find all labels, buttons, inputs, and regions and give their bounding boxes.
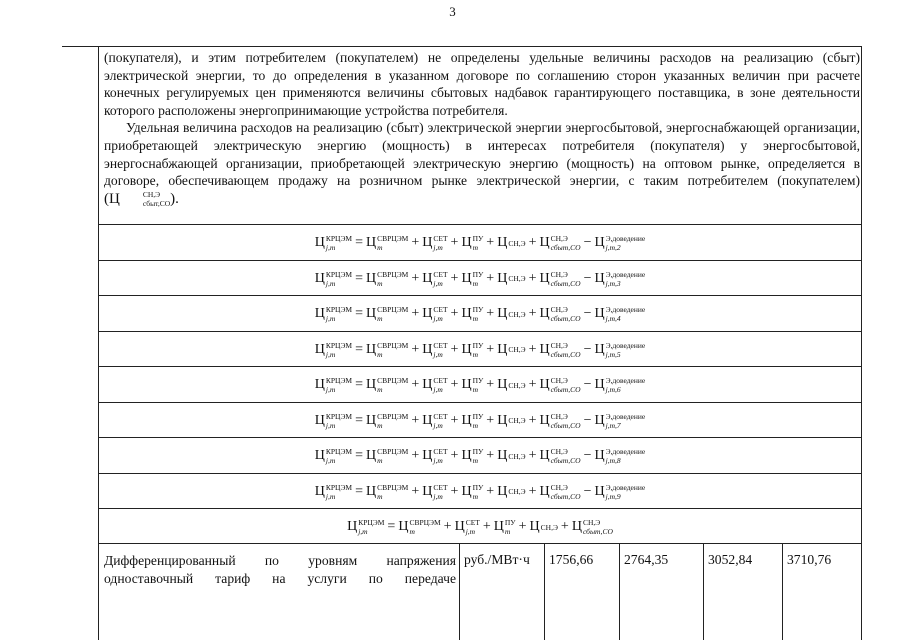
formula-term: Ц СЕТ j,m [422,447,448,465]
value-cell-1: 1756,66 [549,552,594,567]
formula-operator: = [355,270,363,286]
formula-operator: = [355,377,363,393]
formula-row [98,438,862,474]
formula-term: Ц СН,Э [497,483,526,499]
cell-divider [782,543,783,640]
formula-operator: + [450,448,459,464]
formula-term: Ц СЕТ j,m [422,376,448,394]
cell-divider [619,543,620,640]
formula-operator: = [355,483,363,499]
formula-operator: = [355,448,363,464]
formula-term: Ц СЕТ j,m [422,269,448,288]
formula-operator: − [583,448,592,464]
formula-operator: + [560,519,569,535]
formula-term: Ц СВРЦЭМ m [365,305,409,323]
formula-operator: − [583,270,592,286]
formula-term: Ц СВРЦЭМ m [365,376,409,394]
formula-term: Ц СН,Э сбыт,СО [539,411,581,430]
formula-term: Ц КРЦЭМ j,m [314,305,353,323]
formula-row [98,261,862,297]
formula-row-final [98,509,862,545]
formula-operator: + [528,235,537,251]
formula-term: Ц ПУ m [461,411,484,430]
formula-term: Ц СН,Э [497,270,526,286]
formula-row [98,225,862,261]
formula-term: Ц СН,Э [497,235,526,251]
formula-operator: + [528,377,537,393]
formula-operator: + [528,483,537,499]
formula-term: Ц Э,доведение j,m,3 [594,269,646,288]
formula-term: Ц СН,Э сбыт,СО [539,234,581,252]
formula-term: Ц КРЦЭМ j,m [314,411,353,430]
page-number: 3 [449,4,456,19]
formula-operator: + [411,341,420,357]
formula-row [98,367,862,403]
formula-operator: + [450,270,459,286]
formula-term: Ц СН,Э сбыт,СО [539,305,581,323]
formula-term: Ц ПУ m [461,269,484,288]
formula-operator: = [355,235,363,251]
formula-operator: + [411,412,420,428]
formula-operator: + [486,448,495,464]
formula-term: Ц СН,Э сбыт,СО [571,518,613,536]
formula-operator: + [486,306,495,322]
formula-operator: + [411,448,420,464]
formula-operator: + [450,341,459,357]
formula-operator: = [355,412,363,428]
formula-row [98,296,862,332]
tariff-label: Дифференцированный по уровням напряжения одноставочный тариф на услуги по передаче [104,553,456,586]
cell-divider [544,543,545,640]
formula-operator: − [583,377,592,393]
formula-operator: + [450,412,459,428]
table-row-divider [98,543,862,544]
formula-term: Ц СВРЦЭМ m [365,447,409,465]
formula-row [98,403,862,439]
sbyt-symbol: (Ц СН,Э сбыт,СО ). [104,190,179,209]
cell-divider [703,543,704,640]
formula-term: Ц СЕТ j,m [422,305,448,323]
formula-term: Ц СВРЦЭМ m [365,340,409,359]
formula-term: Ц СЕТ j,m [422,482,448,501]
formula-operator: + [486,341,495,357]
formula-term: Ц Э,доведение j,m,6 [594,376,646,394]
formula-term: Ц Э,доведение j,m,2 [594,234,646,252]
formula-term: Ц СВРЦЭМ m [398,518,441,536]
formula-operator: + [411,270,420,286]
formula-operator: − [583,412,592,428]
formula-operator: + [411,306,420,322]
formula-term: Ц СВРЦЭМ m [365,411,409,430]
formula-row [98,474,862,510]
paragraph-1: (покупателя), и этим потребителем (покупателем) не определены удельные величины расходов на реализацию (сбыт) электрической энергии, то до определения в указанном договоре по соглашению сторон указанных величин при расчете конечных регулируемых цен применяются величины сбытовых надбавок гарантирующего поставщика, в зоне деятельности которого расположены энергопринимающие устройства потребителя. [104,50,860,118]
formula-term: Ц КРЦЭМ j,m [314,482,353,501]
formula-term: Ц СВРЦЭМ m [365,482,409,501]
formula-operator: = [355,306,363,322]
formula-term: Ц ПУ m [461,447,484,465]
table-top-border [62,46,862,47]
formula-operator: − [583,483,592,499]
formula-term: Ц СН,Э [529,519,558,535]
formula-operator: + [450,306,459,322]
paragraph-2: Удельная величина расходов на реализацию (сбыт) электрической энергии энергосбытовой, энергоснабжающей организации, приобретающей электрическую энергию (мощность) в интересах потребителя (покупателя) у энергосбытовой, энергоснабжающей организации, приобретающей электрическую энергию (мощность) на оптовом рынке, определяется в договоре, обеспечивающем продажу на розничном рынке электрической энергии, с таким потребителем (покупателем) (Ц СН,Э сбыт,СО ). [104,120,860,209]
formula-operator: + [486,377,495,393]
formula-operator: + [411,235,420,251]
formula-term: Ц СВРЦЭМ m [365,269,409,288]
formula-operator: + [486,235,495,251]
body-text [104,49,860,208]
formula-operator: + [443,519,452,535]
formula-operator: + [528,412,537,428]
formula-operator: + [486,483,495,499]
formula-operator: + [528,306,537,322]
formula-operator: + [411,377,420,393]
formula-operator: + [518,519,527,535]
formula-operator: + [486,270,495,286]
formula-term: Ц ПУ m [493,518,516,536]
formula-operator: + [450,483,459,499]
formula-term: Ц Э,доведение j,m,4 [594,305,646,323]
formula-term: Ц КРЦЭМ j,m [314,340,353,359]
formula-term: Ц КРЦЭМ j,m [314,447,353,465]
formula-term: Ц ПУ m [461,482,484,501]
formula-operator: + [486,412,495,428]
formula-operator: + [450,235,459,251]
formula-term: Ц СЕТ j,m [422,411,448,430]
formula-term: Ц СЕТ j,m [454,518,480,536]
formula-term: Ц СЕТ j,m [422,340,448,359]
formula-operator: + [411,483,420,499]
formula-operator: − [583,306,592,322]
formula-term: Ц Э,доведение j,m,9 [594,482,646,501]
value-cell-3: 3052,84 [708,552,753,567]
formula-term: Ц СЕТ j,m [422,234,448,252]
formula-term: Ц ПУ m [461,305,484,323]
formula-term: Ц СН,Э [497,448,526,464]
formula-term: Ц ПУ m [461,234,484,252]
formula-term: Ц СН,Э сбыт,СО [539,447,581,465]
value-cell-2: 2764,35 [624,552,669,567]
formula-term: Ц КРЦЭМ j,m [314,376,353,394]
formula-operator: + [528,448,537,464]
formula-term: Ц СН,Э [497,377,526,393]
cell-divider [459,543,460,640]
formula-operator: + [450,377,459,393]
formula-term: Ц СН,Э [497,412,526,428]
formula-operator: = [387,519,396,535]
formula-term: Ц Э,доведение j,m,8 [594,447,646,465]
formula-term: Ц Э,доведение j,m,5 [594,340,646,359]
formula-operator: + [528,341,537,357]
formula-operator: + [528,270,537,286]
formula-term: Ц Э,доведение j,m,7 [594,411,646,430]
formula-term: Ц СН,Э сбыт,СО [539,269,581,288]
unit-cell: руб./МВт·ч [464,552,530,567]
formula-operator: = [355,341,363,357]
formula-term: Ц КРЦЭМ j,m [314,269,353,288]
formula-term: Ц КРЦЭМ j,m [314,234,353,252]
formula-term: Ц СН,Э сбыт,СО [539,376,581,394]
formula-term: Ц СН,Э [497,306,526,322]
formula-row [98,332,862,368]
value-cell-4: 3710,76 [787,552,832,567]
formula-term: Ц СВРЦЭМ m [365,234,409,252]
formula-term: Ц СН,Э сбыт,СО [539,482,581,501]
formula-term: Ц СН,Э сбыт,СО [539,340,581,359]
formula-term: Ц ПУ m [461,340,484,359]
formula-operator: − [583,341,592,357]
formula-operator: − [583,235,592,251]
formula-term: Ц ПУ m [461,376,484,394]
formula-term: Ц КРЦЭМ j,m [347,518,385,536]
formula-term: Ц СН,Э [497,341,526,357]
formula-operator: + [482,519,491,535]
